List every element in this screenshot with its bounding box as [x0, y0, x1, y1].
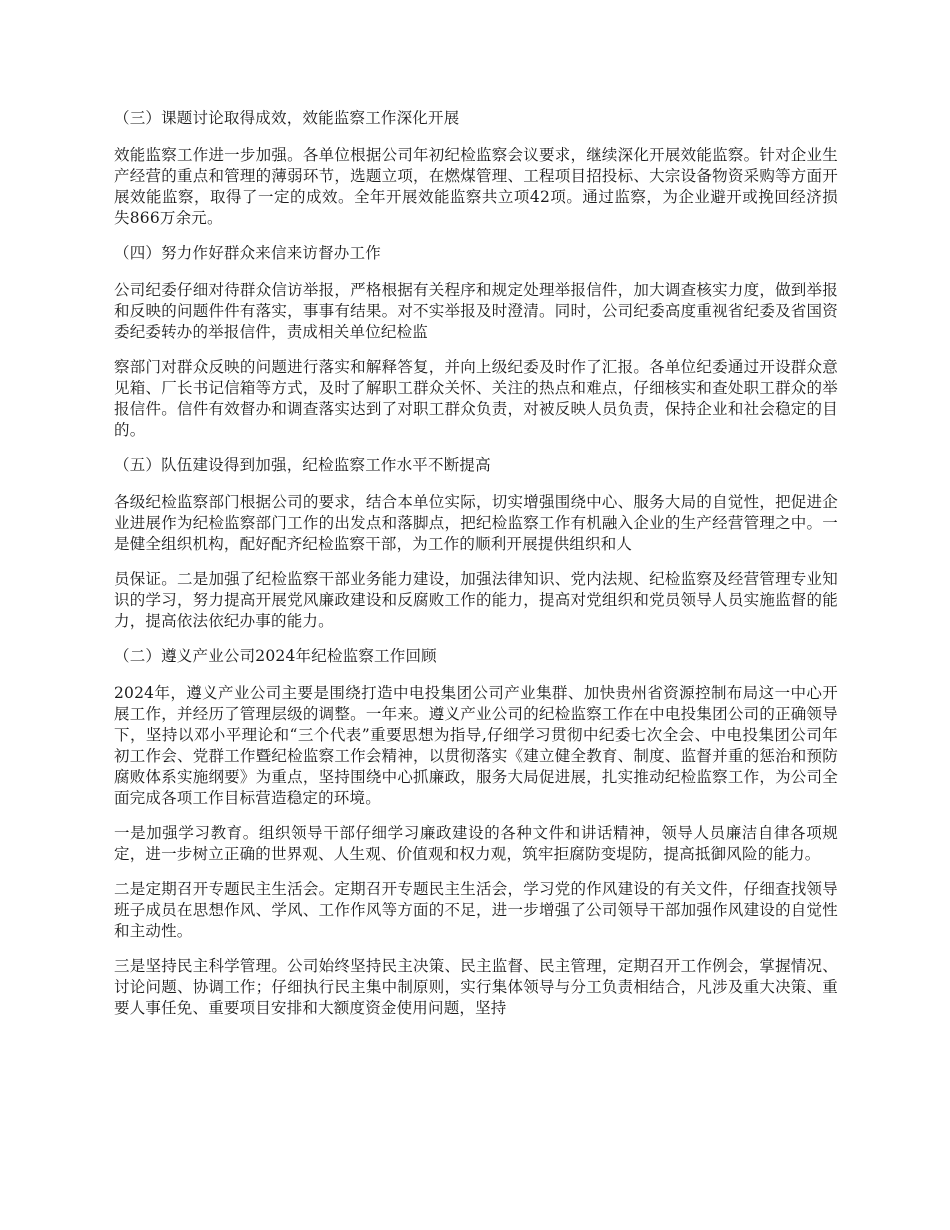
- section-heading: （四）努力作好群众来信来访督办工作: [114, 244, 381, 262]
- paragraph: 公司纪委仔细对待群众信访举报，严格根据有关程序和规定处理举报信件，加大调查核实力度，做到举报和反映的问题件件有落实，事事有结果。对不实举报及时澄清。同时，公司纪委高度重视省纪委及省国资委纪委转办的举报信件，责成相关单位纪检监: [114, 281, 838, 341]
- section-heading: （二）遵义产业公司2024年纪检监察工作回顾: [114, 647, 437, 665]
- paragraph: 察部门对群众反映的问题进行落实和解释答复，并向上级纪委及时作了汇报。各单位纪委通过开设群众意见箱、厂长书记信箱等方式，及时了解职工群众关怀、关注的热点和难点，仔细核实和查处职工群众的举报信件。信件有效督办和调查落实达到了对职工群众负责，对被反映人员负责，保持企业和社会稳定的目的。: [114, 358, 838, 439]
- paragraph: 一是加强学习教育。组织领导干部仔细学习廉政建设的各种文件和讲话精神，领导人员廉洁自律各项规定，进一步树立正确的世界观、人生观、价值观和权力观，筑牢拒腐防变堤防，提高抵御风险的能力。: [114, 824, 838, 863]
- paragraph: 二是定期召开专题民主生活会。定期召开专题民主生活会，学习党的作风建设的有关文件，仔细查找领导班子成员在思想作风、学风、工作作风等方面的不足，进一步增强了公司领导干部加强作风建设的自觉性和主动性。: [114, 880, 838, 940]
- paragraph: 效能监察工作进一步加强。各单位根据公司年初纪检监察会议要求，继续深化开展效能监察。针对企业生产经营的重点和管理的薄弱环节，选题立项，在燃煤管理、工程项目招投标、大宗设备物资采购等方面开展效能监察，取得了一定的成效。全年开展效能监察共立项42项。通过监察，为企业避开或挽回经济损失866万余元。: [114, 146, 838, 227]
- paragraph: 员保证。二是加强了纪检监察干部业务能力建设，加强法律知识、党内法规、纪检监察及经营管理专业知识的学习，努力提高开展党风廉政建设和反腐败工作的能力，提高对党组织和党员领导人员实施监督的能力，提高依法依纪办事的能力。: [114, 570, 838, 630]
- section-heading: （五）队伍建设得到加强，纪检监察工作水平不断提高: [114, 456, 491, 474]
- paragraph: 2024年，遵义产业公司主要是围绕打造中电投集团公司产业集群、加快贵州省资源控制布局这一中心开展工作，并经历了管理层级的调整。一年来。遵义产业公司的纪检监察工作在中电投集团公司的正确领导下，坚持以邓小平理论和“三个代表”重要思想为指导,仔细学习贯彻中纪委七次全会、中电投集团公司年初工作会、党群工作暨纪检监察工作会精神，以贯彻落实《建立健全教育、制度、监督并重的惩治和预防腐败体系实施纲要》为重点，坚持围绕中心抓廉政，服务大局促进展，扎实推动纪检监察工作，为公司全面完成各项工作目标营造稳定的环境。: [114, 684, 838, 807]
- section-heading: （三）课题讨论取得成效，效能监察工作深化开展: [114, 109, 460, 127]
- paragraph: 各级纪检监察部门根据公司的要求，结合本单位实际，切实增强围绕中心、服务大局的自觉性，把促进企业进展作为纪检监察部门工作的出发点和落脚点，把纪检监察工作有机融入企业的生产经营管理之中。一是健全组织机构，配好配齐纪检监察干部，为工作的顺利开展提供组织和人: [114, 493, 838, 553]
- paragraph: 三是坚持民主科学管理。公司始终坚持民主决策、民主监督、民主管理，定期召开工作例会，掌握情况、讨论问题、协调工作；仔细执行民主集中制原则，实行集体领导与分工负责相结合，凡涉及重大决策、重要人事任免、重要项目安排和大额度资金使用问题，坚持: [114, 957, 838, 1017]
